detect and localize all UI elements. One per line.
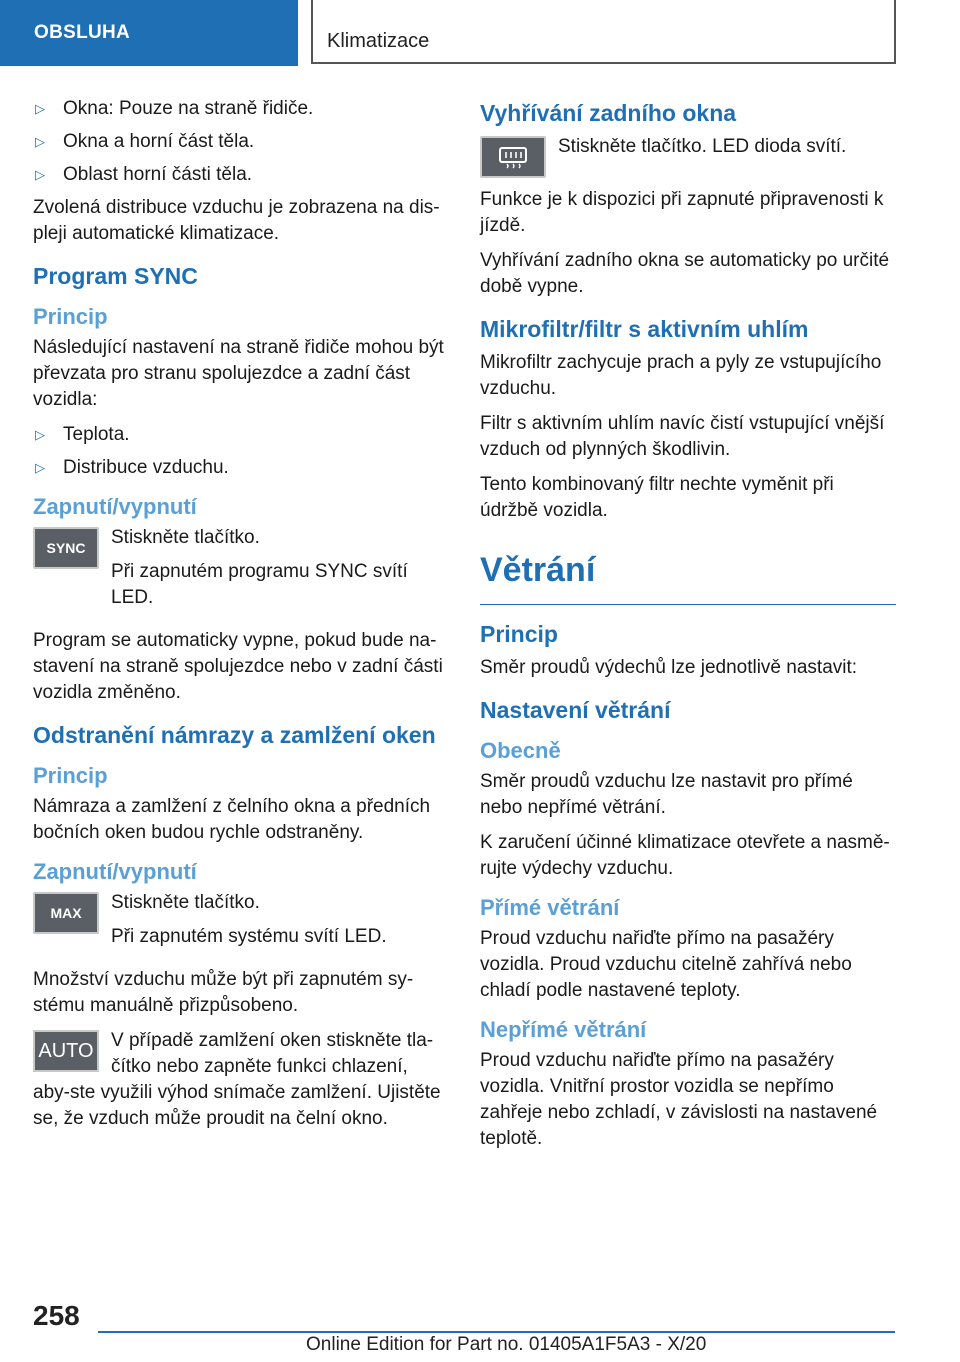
subheading-princip: Princip (33, 304, 108, 329)
paragraph: Námraza a zamlžení z čelního okna a předních bočních oken budou rychle odstraněny. (33, 796, 431, 843)
list-item: ▷ Teplota. (33, 422, 448, 448)
max-defrost-button-icon: MAX (33, 892, 99, 934)
page-header (0, 0, 960, 66)
heading-ventilation: Větrání (480, 548, 896, 605)
paragraph: Program se automaticky vypne, pokud bude na-stavení na straně spolujezdce nebo v zadní části vozidla změněno. (33, 630, 443, 703)
subheading-direct: Přímé větrání (480, 895, 620, 920)
paragraph: Vyhřívání zadního okna se automaticky po určité době vypne. (480, 250, 890, 297)
section-label: OBSLUHA (0, 0, 298, 66)
chapter-title: Klimatizace (311, 0, 896, 64)
heading-defrost: Odstranění námrazy a zamlžení oken (33, 722, 436, 748)
heading-rear-heating: Vyhřívání zadního okna (480, 100, 737, 126)
triangle-bullet-icon: ▷ (35, 101, 45, 116)
paragraph: Filtr s aktivním uhlím navíc čistí vstupující vnější vzduch od plynných škodlivin. (480, 413, 885, 460)
left-column (33, 96, 448, 1141)
sync-button-icon: SYNC (33, 527, 99, 569)
triangle-bullet-icon: ▷ (35, 134, 45, 149)
triangle-bullet-icon: ▷ (35, 427, 45, 442)
paragraph: Mikrofiltr zachycuje prach a pyly ze vstupujícího vzduchu. (480, 352, 882, 399)
paragraph: Při zapnutém systému svítí LED. (111, 926, 387, 947)
paragraph: Proud vzduchu nařiďte přímo na pasažéry vozidla. Vnitřní prostor vozidla se nepřímo zahřeje nebo zchladí, v závislosti na nastavené teplotě. (480, 1050, 878, 1149)
right-column (480, 96, 896, 1161)
triangle-bullet-icon: ▷ (35, 460, 45, 475)
edition-note: Online Edition for Part no. 01405A1F5A3 - X/20 (306, 1334, 707, 1355)
paragraph: V případě zamlžení oken stiskněte tla-čítko nebo zapněte funkci chlazení, aby-ste využili výhod snímače zamlžení. Ujistěte se, že vzduch může proudit na čelní okno. (33, 1030, 441, 1129)
paragraph: Směr proudů vzduchu lze nastavit pro přímé nebo nepřímé větrání. (480, 771, 853, 818)
subheading-indirect: Nepřímé větrání (480, 1017, 647, 1042)
paragraph: Stiskněte tlačítko. (111, 892, 260, 913)
footer-divider (98, 1331, 895, 1333)
paragraph: Stiskněte tlačítko. LED dioda svítí. (558, 136, 847, 157)
paragraph: Množství vzduchu může být při zapnutém sy-stému manuálně přizpůsobeno. (33, 969, 414, 1016)
subheading-princip: Princip (480, 621, 558, 647)
paragraph: Při zapnutém programu SYNC svítí LED. (111, 561, 408, 608)
heading-filter: Mikrofiltr/filtr s aktivním uhlím (480, 316, 809, 342)
subheading-on-off: Zapnutí/vypnutí (33, 494, 197, 519)
list-item: ▷ Oblast horní části těla. (33, 162, 448, 188)
list-item: ▷ Okna: Pouze na straně řidiče. (33, 96, 448, 122)
rear-window-heating-icon (480, 136, 546, 178)
page-number: 258 (33, 1300, 80, 1331)
paragraph: Tento kombinovaný filtr nechte vyměnit při údržbě vozidla. (480, 474, 834, 521)
list-item: ▷ Distribuce vzduchu. (33, 455, 448, 481)
paragraph: Následující nastavení na straně řidiče mohou být převzata pro stranu spolujezdce a zadní část vozidla: (33, 337, 444, 410)
paragraph: Směr proudů výdechů lze jednotlivě nastavit: (480, 657, 858, 678)
heading-sync: Program SYNC (33, 263, 198, 289)
paragraph: K zaručení účinné klimatizace otevřete a nasmě-rujte výdechy vzduchu. (480, 832, 890, 879)
list-item: ▷ Okna a horní část těla. (33, 129, 448, 155)
paragraph: Stiskněte tlačítko. (111, 527, 260, 548)
heading-vent-settings: Nastavení větrání (480, 697, 671, 723)
sync-button-row (33, 525, 448, 619)
rear-heating-row (480, 134, 896, 178)
triangle-bullet-icon: ▷ (35, 167, 45, 182)
paragraph: Funkce je k dispozici při zapnuté připravenosti k jízdě. (480, 189, 884, 236)
auto-button-icon: AUTO (33, 1030, 99, 1072)
subheading-on-off: Zapnutí/vypnutí (33, 859, 197, 884)
paragraph: Zvolená distribuce vzduchu je zobrazena na dis-pleji automatické klimatizace. (33, 197, 440, 244)
subheading-princip: Princip (33, 763, 108, 788)
auto-paragraph (33, 1028, 448, 1132)
paragraph: Proud vzduchu nařiďte přímo na pasažéry vozidla. Proud vzduchu citelně zahřívá nebo chladí podle nastavené teploty. (480, 928, 852, 1001)
subheading-general: Obecně (480, 738, 561, 763)
max-button-row (33, 890, 448, 958)
